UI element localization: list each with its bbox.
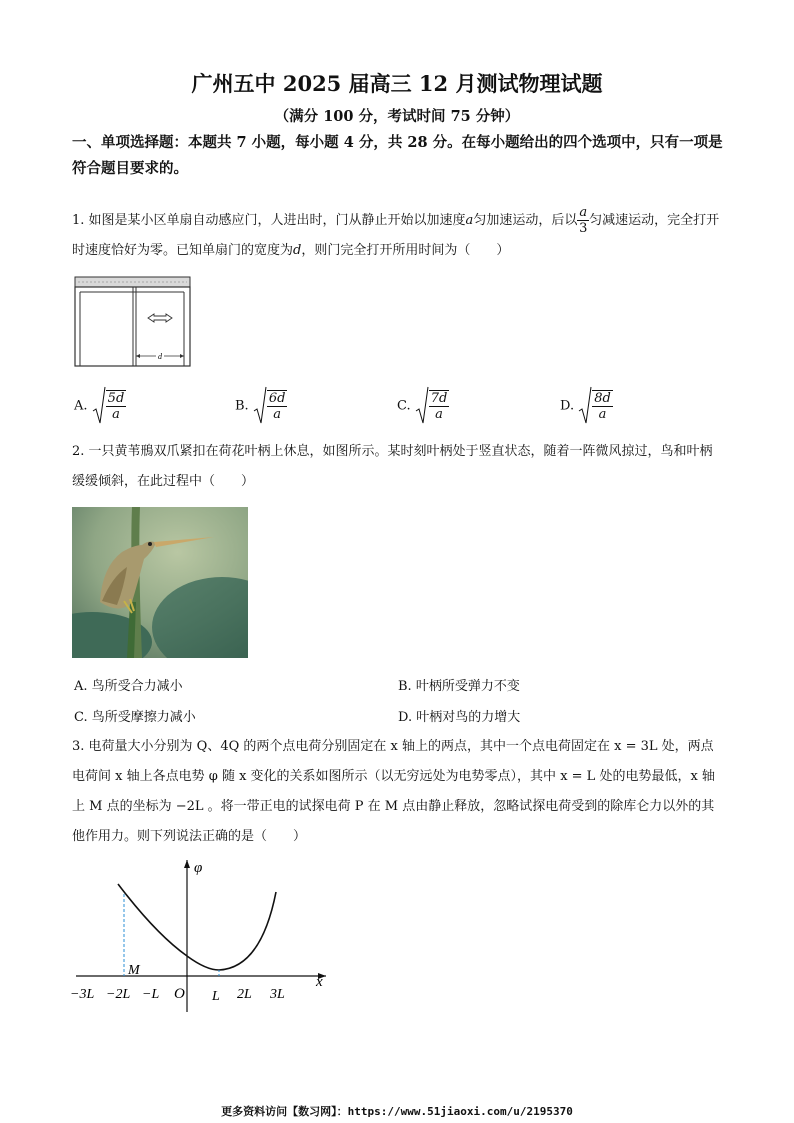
q1-text-c: 匀减速运动，完全打开时速度恰好为零。已知单扇门的宽度为 [72, 213, 720, 258]
q1-frac-num: a [579, 205, 588, 220]
q1-option-d-label: D. [560, 398, 575, 414]
q1-c-den: a [435, 407, 443, 422]
m-point-label: M [128, 963, 140, 978]
q1-a-den: a [112, 407, 120, 422]
q1-d-den: a [598, 407, 607, 422]
footer-link[interactable]: 更多资料访问【数习网】：https://www.51jiaoxi.com/u/2195370 [221, 1105, 573, 1118]
sliding-door-figure [74, 276, 192, 368]
q1-option-a-label: A. [74, 398, 88, 414]
q1-var-d: d [293, 243, 302, 258]
q1-c-num: 7d [430, 391, 448, 406]
tick-label: L [212, 989, 220, 1004]
q2-option-c-text: 鸟所受摩擦力减小 [91, 710, 196, 725]
tick-label: −3L [70, 987, 95, 1002]
question-2-stem: 2. 一只黄苇鳽双爪紧扣在荷花叶柄上休息，如图所示。某时刻叶柄处于竖直状态，随着一阵微风掠过，鸟和叶柄缓缓倾斜，在此过程中（ ） [72, 444, 713, 489]
q2-option-b-label: B. [398, 679, 412, 694]
sqrt-icon [415, 385, 450, 427]
q1-text-a: 1. 如图是某小区单扇自动感应门，人进出时，门从静止开始以加速度 [72, 213, 466, 228]
q2-option-b[interactable] [398, 675, 520, 694]
potential-curve [118, 884, 276, 970]
tick-label: −L [142, 987, 160, 1002]
q1-option-a[interactable] [74, 385, 126, 427]
q2-option-a[interactable] [74, 675, 183, 694]
q1-option-d[interactable] [560, 385, 613, 427]
q1-option-b-label: B. [235, 398, 249, 414]
q1-var-a: a [465, 213, 474, 228]
tick-label: 2L [237, 987, 252, 1002]
sqrt-icon [92, 385, 127, 427]
q2-option-d-label: D. [398, 710, 413, 725]
q1-d-num: 8d [594, 391, 611, 406]
exam-title: 广州五中 2025 届高三 12 月测试物理试题 [191, 71, 603, 96]
q1-frac-den: 3 [579, 221, 588, 236]
q1-text-b: 匀加速运动，后以 [473, 213, 578, 228]
tick-label: −2L [106, 987, 131, 1002]
exam-subtitle: （满分 100 分，考试时间 75 分钟） [274, 108, 520, 125]
sqrt-icon [578, 385, 613, 427]
q2-option-a-text: 鸟所受合力减小 [91, 679, 183, 694]
potential-graph [66, 852, 336, 1016]
q2-option-a-label: A. [74, 679, 88, 694]
q2-option-d[interactable] [398, 706, 520, 725]
q1-text-d: ，则门完全打开所用时间为（ ） [301, 243, 510, 258]
q2-option-c[interactable] [74, 706, 196, 725]
origin-label: O [174, 986, 185, 1002]
door-width-label: d [158, 352, 162, 361]
q1-a-num: 5d [107, 391, 125, 406]
q1-option-b[interactable] [235, 385, 287, 427]
bird-photo [72, 507, 248, 658]
q2-option-d-text: 叶柄对鸟的力增大 [416, 710, 521, 725]
y-axis-label: φ [194, 860, 203, 876]
section-heading: 一、单项选择题：本题共 7 小题，每小题 4 分，共 28 分。在每小题给出的四个选项中，只有一项是符合题目要求的。 [72, 134, 723, 177]
question-1-stem [72, 205, 724, 266]
q1-b-den: a [273, 407, 281, 422]
q1-fraction [577, 205, 589, 236]
q2-option-c-label: C. [74, 710, 88, 725]
q1-b-num: 6d [268, 391, 286, 406]
x-axis-label: x [316, 974, 323, 990]
q2-option-b-text: 叶柄所受弹力不变 [415, 679, 520, 694]
question-3-stem: 3. 电荷量大小分别为 Q、4Q 的两个点电荷分别固定在 x 轴上的两点，其中一个点电荷固定在 x = 3L 处，两点电荷间 x 轴上各点电势 φ 随 x 变化的关系如图所示（以无穷远处为电势零点），其中 x = L 处的电势最低，x 轴上 M 点的坐标为 −2L 。将一带正电的试探电荷 P 在 M 点由静止释放，忽略试探电荷受到的除库仑力以外的其他作用力。则下列说法正确的是（ ） [72, 739, 715, 844]
q1-option-c-label: C. [397, 398, 411, 414]
q1-option-c[interactable] [397, 385, 449, 427]
tick-label: 3L [270, 987, 285, 1002]
sqrt-icon [253, 385, 288, 427]
